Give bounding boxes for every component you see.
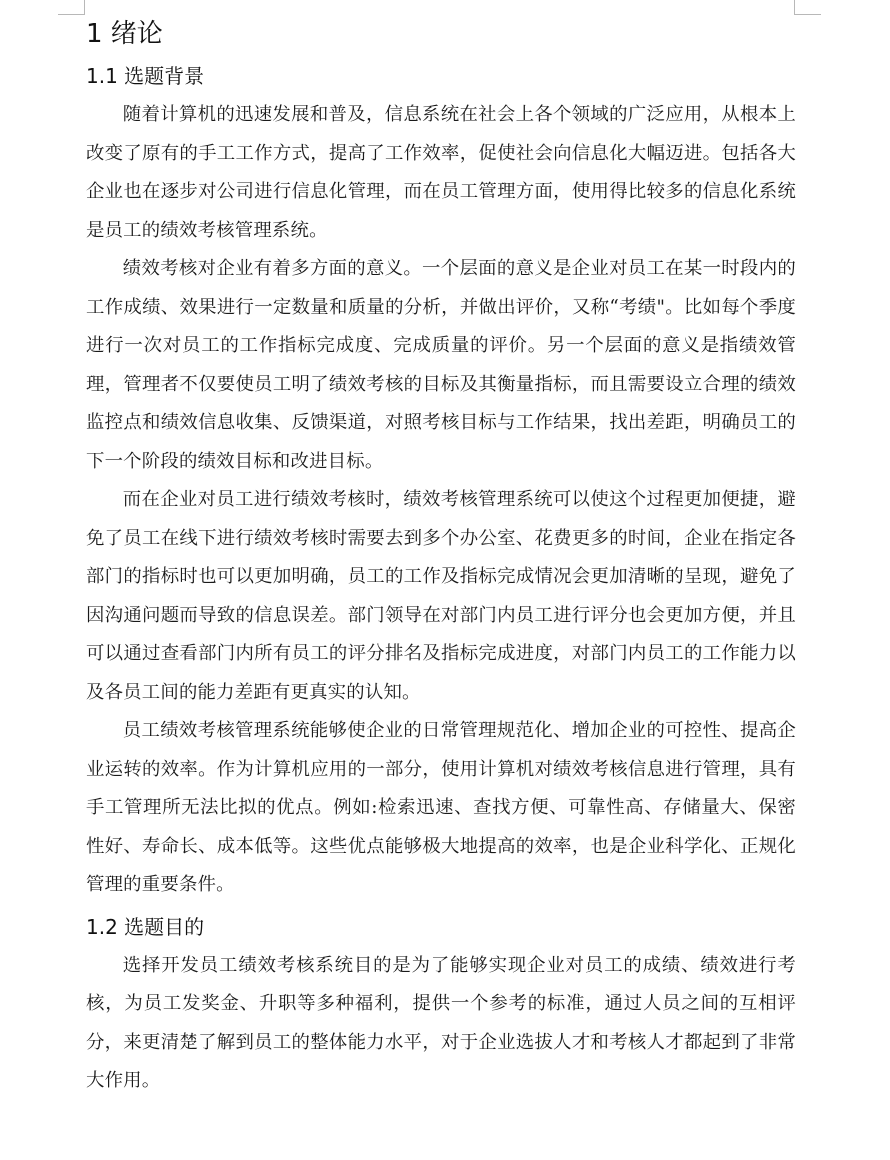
paragraph: 员工绩效考核管理系统能够使企业的日常管理规范化、增加企业的可控性、提高企业运转的效率。作为计算机应用的一部分，使用计算机对绩效考核信息进行管理，具有手工管理所无法比拟的优点。例如:检索迅速、查找方便、可靠性高、存储量大、保密性好、寿命长、成本低等。这些优点能够极大地提高的效率，也是企业科学化、正规化管理的重要条件。 (86, 720, 796, 895)
chapter-title: 1 绪论 (86, 19, 163, 49)
paragraph: 选择开发员工绩效考核系统目的是为了能够实现企业对员工的成绩、绩效进行考核，为员工发奖金、升职等多种福利，提供一个参考的标准，通过人员之间的互相评分，来更清楚了解到员工的整体能力水平，对于企业选拔人才和考核人才都起到了非常大作用。 (86, 954, 796, 1091)
section-heading-background: 1.1 选题背景 (86, 64, 205, 88)
page-corner-mark-left (58, 0, 85, 15)
paragraph: 绩效考核对企业有着多方面的意义。一个层面的意义是企业对员工在某一时段内的工作成绩、效果进行一定数量和质量的分析，并做出评价，又称“考绩"。比如每个季度进行一次对员工的工作指标完成度、完成质量的评价。另一个层面的意义是指绩效管理，管理者不仅要使员工明了绩效考核的目标及其衡量指标，而且需要设立合理的绩效监控点和绩效信息收集、反馈渠道，对照考核目标与工作结果，找出差距，明确员工的下一个阶段的绩效目标和改进目标。 (86, 258, 796, 472)
paragraph: 而在企业对员工进行绩效考核时，绩效考核管理系统可以使这个过程更加便捷，避免了员工在线下进行绩效考核时需要去到多个办公室、花费更多的时间，企业在指定各部门的指标时也可以更加明确，员工的工作及指标完成情况会更加清晰的呈现，避免了因沟通问题而导致的信息误差。部门领导在对部门内员工进行评分也会更加方便，并且可以通过查看部门内所有员工的评分排名及指标完成进度，对部门内员工的工作能力以及各员工间的能力差距有更真实的认知。 (86, 489, 796, 703)
page-corner-mark-right (794, 0, 821, 15)
section-heading-purpose: 1.2 选题目的 (86, 914, 205, 939)
document-body[interactable] (86, 14, 796, 1101)
paragraph: 随着计算机的迅速发展和普及，信息系统在社会上各个领域的广泛应用，从根本上改变了原有的手工工作方式，提高了工作效率，促使社会向信息化大幅迈进。包括各大企业也在逐步对公司进行信息化管理，而在员工管理方面，使用得比较多的信息化系统是员工的绩效考核管理系统。 (86, 104, 796, 241)
